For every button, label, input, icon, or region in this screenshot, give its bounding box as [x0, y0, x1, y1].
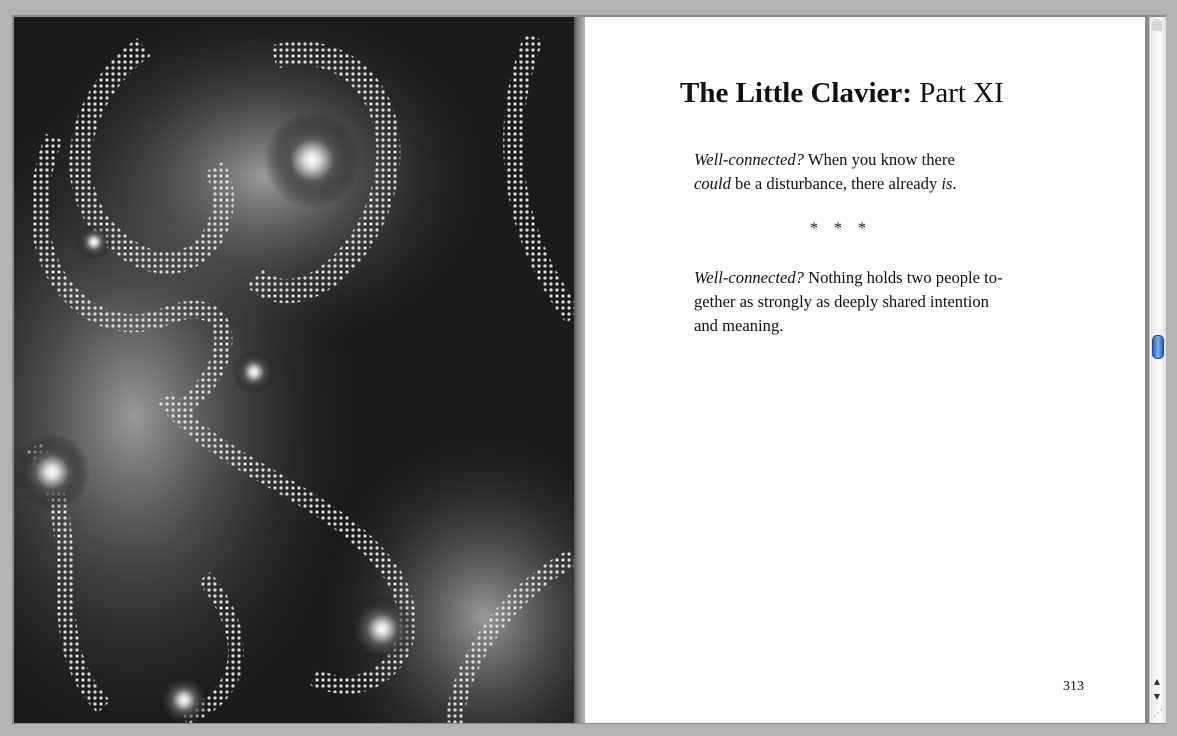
paragraph-1-lead: Well-connected?	[694, 150, 804, 169]
text-page	[585, 17, 1145, 723]
fractal-image	[14, 17, 574, 723]
scrollbar-thumb[interactable]	[1152, 335, 1164, 359]
emphasis-could: could	[694, 174, 731, 193]
scrollbar-track-cap	[1152, 19, 1162, 31]
paragraph-1-text: When you know there	[803, 150, 955, 169]
chapter-title	[680, 77, 1100, 110]
paragraph-1	[694, 148, 1034, 196]
paragraph-1-text-2: be a disturbance, there already	[730, 174, 942, 193]
paragraph-2-lead: Well-connected?	[694, 268, 804, 287]
chapter-title-bold: The Little Clavier:	[680, 77, 912, 109]
paragraph-2-text-3: and meaning.	[694, 316, 784, 335]
section-separator: * * *	[810, 220, 872, 237]
page-number: 313	[1063, 679, 1084, 694]
paragraph-2-text-1: Nothing holds two people to-	[803, 268, 1003, 287]
scroll-down-arrow-icon[interactable]: ▼	[1153, 692, 1161, 701]
fractal-illustration	[14, 17, 574, 723]
chapter-title-part: Part XI	[911, 77, 1004, 109]
scroll-up-arrow-icon[interactable]: ▲	[1153, 677, 1161, 686]
book-spine-gutter	[574, 17, 585, 723]
paragraph-2-text-2: gether as strongly as deeply shared intention	[694, 292, 989, 311]
paragraph-1-end: .	[952, 174, 957, 193]
vertical-scrollbar[interactable]	[1149, 17, 1166, 723]
emphasis-is: is	[941, 174, 953, 193]
paragraph-2	[694, 266, 1034, 338]
resize-grip-icon[interactable]: ⋰	[1153, 708, 1163, 719]
